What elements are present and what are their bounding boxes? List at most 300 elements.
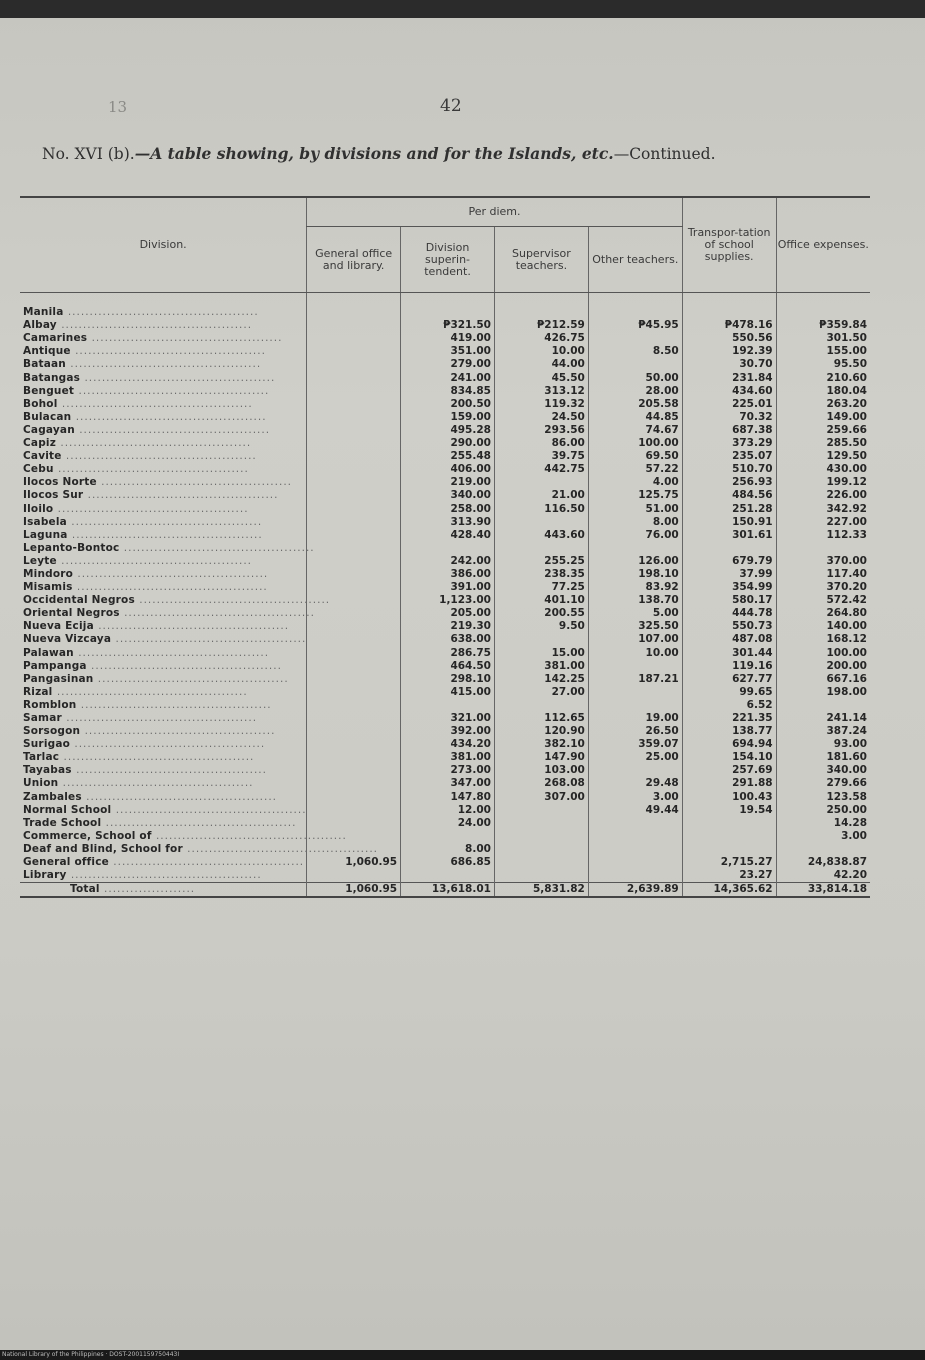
value-cell [588, 856, 682, 869]
value-cell [307, 581, 401, 594]
value-cell [494, 869, 588, 883]
value-cell: 321.00 [401, 712, 495, 725]
value-cell: 205.00 [401, 607, 495, 620]
value-cell: 198.00 [776, 686, 870, 699]
value-cell: 57.22 [588, 463, 682, 476]
value-cell [307, 804, 401, 817]
table-row [20, 372, 870, 385]
value-cell [494, 476, 588, 489]
value-cell: 8.00 [588, 516, 682, 529]
value-cell [494, 516, 588, 529]
value-cell: 231.84 [682, 372, 776, 385]
value-cell: 210.60 [776, 372, 870, 385]
table-row [20, 542, 870, 555]
value-cell [307, 633, 401, 646]
total-cell: 1,060.95 [307, 883, 401, 898]
value-cell: 259.66 [776, 424, 870, 437]
value-cell: 251.28 [682, 503, 776, 516]
division-name: Cebu ............................................ [23, 463, 249, 476]
total-cell: 2,639.89 [588, 883, 682, 898]
division-name: Normal School ............................................ [23, 803, 307, 816]
value-cell: 138.70 [588, 594, 682, 607]
table-row [20, 764, 870, 777]
value-cell: ₱478.16 [682, 319, 776, 332]
value-cell: 256.93 [682, 476, 776, 489]
value-cell: 23.27 [682, 869, 776, 883]
value-cell: 627.77 [682, 673, 776, 686]
value-cell: 142.25 [494, 673, 588, 686]
division-name: Sorsogon ............................................ [23, 725, 276, 738]
value-cell: 550.73 [682, 620, 776, 633]
value-cell [307, 869, 401, 883]
value-cell: 117.40 [776, 568, 870, 581]
value-cell: 9.50 [494, 620, 588, 633]
value-cell: 340.00 [401, 489, 495, 502]
value-cell [307, 725, 401, 738]
value-cell: 686.85 [401, 856, 495, 869]
value-cell: 74.67 [588, 424, 682, 437]
total-cell: 33,814.18 [776, 883, 870, 898]
value-cell: 200.00 [776, 660, 870, 673]
value-cell: 401.10 [494, 594, 588, 607]
value-cell: 487.08 [682, 633, 776, 646]
value-cell [307, 345, 401, 358]
value-cell: 1,060.95 [307, 856, 401, 869]
value-cell [307, 542, 401, 555]
value-cell: 30.70 [682, 358, 776, 371]
table-row [20, 777, 870, 790]
value-cell: 150.91 [682, 516, 776, 529]
value-cell [307, 332, 401, 345]
value-cell: 86.00 [494, 437, 588, 450]
table-row [20, 411, 870, 424]
value-cell: 49.44 [588, 804, 682, 817]
value-cell: 129.50 [776, 450, 870, 463]
table-row [20, 712, 870, 725]
division-name: Samar ............................................ [23, 712, 258, 724]
table-row [20, 568, 870, 581]
value-cell: 241.00 [401, 372, 495, 385]
value-cell: 149.00 [776, 411, 870, 424]
value-cell: 434.60 [682, 385, 776, 398]
value-cell: 381.00 [401, 751, 495, 764]
value-cell [588, 699, 682, 712]
value-cell [588, 660, 682, 673]
value-cell: 225.01 [682, 398, 776, 411]
total-cell: 13,618.01 [401, 883, 495, 898]
table-row [20, 594, 870, 607]
value-cell: 258.00 [401, 503, 495, 516]
value-cell: 250.00 [776, 804, 870, 817]
value-cell: 301.44 [682, 647, 776, 660]
division-name: Pangasinan ............................................ [23, 672, 289, 685]
value-cell [307, 516, 401, 529]
division-name: Zambales ............................................ [23, 790, 278, 803]
division-name: Oriental Negros ............................................ [23, 607, 315, 620]
value-cell [682, 830, 776, 843]
value-cell [307, 555, 401, 568]
value-cell: 24,838.87 [776, 856, 870, 869]
table-row [20, 503, 870, 516]
value-cell [494, 633, 588, 646]
value-cell [494, 843, 588, 856]
value-cell: 119.32 [494, 398, 588, 411]
value-cell: 29.48 [588, 777, 682, 790]
value-cell [307, 817, 401, 830]
value-cell: 370.20 [776, 581, 870, 594]
value-cell: 325.50 [588, 620, 682, 633]
division-name: Bulacan ............................................ [23, 410, 267, 423]
value-cell [588, 830, 682, 843]
value-cell [776, 843, 870, 856]
value-cell [307, 673, 401, 686]
value-cell: 419.00 [401, 332, 495, 345]
value-cell [307, 660, 401, 673]
value-cell: 373.29 [682, 437, 776, 450]
value-cell: 301.50 [776, 332, 870, 345]
division-name: Surigao ............................................ [23, 738, 266, 751]
table-row [20, 345, 870, 358]
header-division: Division. [20, 197, 307, 293]
division-name: Leyte ............................................ [23, 554, 253, 567]
scan-top-border [0, 0, 925, 18]
value-cell: 286.75 [401, 647, 495, 660]
value-cell: 495.28 [401, 424, 495, 437]
value-cell: 198.10 [588, 568, 682, 581]
header-transportation: Transpor-tation of school supplies. [682, 197, 776, 293]
division-name: Manila ............................................ [23, 306, 259, 319]
value-cell: 242.00 [401, 555, 495, 568]
value-cell [307, 764, 401, 777]
table-row [20, 332, 870, 345]
division-name: Nueva Vizcaya ............................................ [23, 633, 307, 646]
value-cell: 667.16 [776, 673, 870, 686]
value-cell: 406.00 [401, 463, 495, 476]
value-cell: 19.00 [588, 712, 682, 725]
value-cell: 51.00 [588, 503, 682, 516]
division-name: Pampanga ............................................ [23, 659, 282, 672]
table-row [20, 830, 870, 843]
value-cell: 2,715.27 [682, 856, 776, 869]
value-cell: 70.32 [682, 411, 776, 424]
value-cell: 147.90 [494, 751, 588, 764]
value-cell: 95.50 [776, 358, 870, 371]
value-cell [588, 764, 682, 777]
value-cell: 694.94 [682, 738, 776, 751]
value-cell: 351.00 [401, 345, 495, 358]
value-cell [307, 529, 401, 542]
total-row [20, 883, 870, 898]
value-cell [307, 568, 401, 581]
value-cell: 428.40 [401, 529, 495, 542]
value-cell [588, 306, 682, 319]
value-cell: 28.00 [588, 385, 682, 398]
value-cell [682, 542, 776, 555]
value-cell: 103.00 [494, 764, 588, 777]
value-cell: 279.00 [401, 358, 495, 371]
value-cell: 434.20 [401, 738, 495, 751]
value-cell: 19.54 [682, 804, 776, 817]
table-row [20, 489, 870, 502]
table-row [20, 398, 870, 411]
value-cell: 268.08 [494, 777, 588, 790]
value-cell [776, 306, 870, 319]
division-name: Isabela ............................................ [23, 515, 263, 528]
total-cell: 5,831.82 [494, 883, 588, 898]
value-cell: 392.00 [401, 725, 495, 738]
value-cell [682, 817, 776, 830]
table-row [20, 555, 870, 568]
value-cell: 285.50 [776, 437, 870, 450]
table-row [20, 581, 870, 594]
value-cell: 219.00 [401, 476, 495, 489]
value-cell: 572.42 [776, 594, 870, 607]
value-cell: 257.69 [682, 764, 776, 777]
value-cell [588, 843, 682, 856]
division-name: Cavite ............................................ [23, 450, 257, 463]
value-cell: 313.90 [401, 516, 495, 529]
title-prefix: No. XVI (b). [42, 145, 135, 163]
table-row [20, 817, 870, 830]
value-cell: 44.00 [494, 358, 588, 371]
division-name: Cagayan ............................................ [23, 423, 271, 436]
value-cell: 290.00 [401, 437, 495, 450]
header-other-teachers: Other teachers. [588, 227, 682, 293]
value-cell: 100.00 [776, 647, 870, 660]
value-cell: 187.21 [588, 673, 682, 686]
footer-credit: National Library of the Philippines · DOST-2001159750443I [2, 1351, 180, 1358]
division-name: Albay ............................................ [23, 319, 253, 332]
value-cell [588, 686, 682, 699]
value-cell [776, 699, 870, 712]
table-row [20, 647, 870, 660]
value-cell: 510.70 [682, 463, 776, 476]
division-name: Antique ............................................ [23, 345, 266, 358]
value-cell: 180.04 [776, 385, 870, 398]
value-cell: 273.00 [401, 764, 495, 777]
value-cell: 200.50 [401, 398, 495, 411]
value-cell: 221.35 [682, 712, 776, 725]
value-cell [307, 620, 401, 633]
value-cell: 227.00 [776, 516, 870, 529]
value-cell [588, 358, 682, 371]
value-cell: 255.48 [401, 450, 495, 463]
value-cell: 291.88 [682, 777, 776, 790]
value-cell: ₱321.50 [401, 319, 495, 332]
value-cell: 14.28 [776, 817, 870, 830]
division-name: General office ............................................ [23, 856, 305, 869]
value-cell: 386.00 [401, 568, 495, 581]
value-cell: 24.50 [494, 411, 588, 424]
value-cell: 347.00 [401, 777, 495, 790]
value-cell: 442.75 [494, 463, 588, 476]
division-name: Palawan ............................................ [23, 646, 270, 659]
value-cell: 116.50 [494, 503, 588, 516]
value-cell: 159.00 [401, 411, 495, 424]
value-cell: 307.00 [494, 791, 588, 804]
table-row [20, 424, 870, 437]
value-cell: 99.65 [682, 686, 776, 699]
value-cell: 3.00 [776, 830, 870, 843]
value-cell [401, 830, 495, 843]
value-cell: 3.00 [588, 791, 682, 804]
value-cell [307, 777, 401, 790]
value-cell: 154.10 [682, 751, 776, 764]
table-row [20, 476, 870, 489]
value-cell: 301.61 [682, 529, 776, 542]
value-cell: 387.24 [776, 725, 870, 738]
value-cell: 192.39 [682, 345, 776, 358]
value-cell: 8.50 [588, 345, 682, 358]
value-cell: 50.00 [588, 372, 682, 385]
division-name: Laguna ............................................ [23, 528, 263, 541]
value-cell [307, 791, 401, 804]
value-cell: 45.50 [494, 372, 588, 385]
page-number: 42 [440, 96, 462, 116]
value-cell [307, 489, 401, 502]
value-cell: 235.07 [682, 450, 776, 463]
value-cell: 4.00 [588, 476, 682, 489]
value-cell [307, 358, 401, 371]
value-cell: 119.16 [682, 660, 776, 673]
value-cell [494, 542, 588, 555]
division-name: Misamis ............................................ [23, 581, 268, 594]
value-cell: 444.78 [682, 607, 776, 620]
division-name: Rizal ............................................ [23, 685, 248, 698]
value-cell: 21.00 [494, 489, 588, 502]
value-cell [307, 306, 401, 319]
header-per-diem: Per diem. [307, 197, 682, 227]
division-name: Library ............................................ [23, 869, 262, 882]
value-cell [776, 542, 870, 555]
header-office-expenses: Office expenses. [776, 197, 870, 293]
value-cell: 100.43 [682, 791, 776, 804]
value-cell: 430.00 [776, 463, 870, 476]
division-name: Ilocos Norte ............................................ [23, 476, 292, 489]
value-cell [494, 804, 588, 817]
value-cell: 415.00 [401, 686, 495, 699]
value-cell: 293.56 [494, 424, 588, 437]
value-cell: 313.12 [494, 385, 588, 398]
value-cell: 120.90 [494, 725, 588, 738]
table-row [20, 738, 870, 751]
table-row [20, 843, 870, 856]
value-cell: 391.00 [401, 581, 495, 594]
value-cell [307, 712, 401, 725]
value-cell: 147.80 [401, 791, 495, 804]
header-supervisor-teachers: Supervisor teachers. [494, 227, 588, 293]
value-cell: 550.56 [682, 332, 776, 345]
value-cell: 77.25 [494, 581, 588, 594]
value-cell: 6.52 [682, 699, 776, 712]
division-name: Tarlac ............................................ [23, 751, 255, 764]
value-cell: 226.00 [776, 489, 870, 502]
value-cell: 359.07 [588, 738, 682, 751]
value-cell [307, 463, 401, 476]
division-name: Capiz ............................................ [23, 437, 252, 450]
value-cell: 219.30 [401, 620, 495, 633]
division-name: Bohol ............................................ [23, 397, 253, 410]
value-cell: 107.00 [588, 633, 682, 646]
table-row [20, 791, 870, 804]
value-cell [588, 817, 682, 830]
value-cell: 342.92 [776, 503, 870, 516]
value-cell: 10.00 [588, 647, 682, 660]
value-cell: 298.10 [401, 673, 495, 686]
division-name: Union ............................................ [23, 777, 254, 790]
value-cell [588, 542, 682, 555]
division-name: Trade School ............................................ [23, 816, 297, 829]
table-title [42, 144, 882, 163]
value-cell: 263.20 [776, 398, 870, 411]
value-cell [307, 398, 401, 411]
value-cell: 37.99 [682, 568, 776, 581]
value-cell: ₱45.95 [588, 319, 682, 332]
value-cell [307, 372, 401, 385]
value-cell: 464.50 [401, 660, 495, 673]
value-cell: 638.00 [401, 633, 495, 646]
value-cell [588, 869, 682, 883]
value-cell: 83.92 [588, 581, 682, 594]
value-cell: 126.00 [588, 555, 682, 568]
value-cell: 354.99 [682, 581, 776, 594]
value-cell [307, 607, 401, 620]
value-cell: 370.00 [776, 555, 870, 568]
division-name: Iloilo ............................................ [23, 502, 249, 515]
value-cell: 123.58 [776, 791, 870, 804]
table-row [20, 306, 870, 319]
title-suffix: —Continued. [613, 145, 716, 163]
value-cell [307, 424, 401, 437]
table-row [20, 463, 870, 476]
value-cell [307, 437, 401, 450]
value-cell: 340.00 [776, 764, 870, 777]
value-cell: 25.00 [588, 751, 682, 764]
value-cell: 138.77 [682, 725, 776, 738]
table-row [20, 607, 870, 620]
table-row [20, 699, 870, 712]
table-body [20, 306, 870, 883]
value-cell [494, 699, 588, 712]
table-row [20, 385, 870, 398]
value-cell [494, 830, 588, 843]
value-cell [401, 542, 495, 555]
value-cell: 76.00 [588, 529, 682, 542]
table-row [20, 529, 870, 542]
value-cell: 42.20 [776, 869, 870, 883]
table-row [20, 319, 870, 332]
value-cell [307, 503, 401, 516]
value-cell: 100.00 [588, 437, 682, 450]
data-table [20, 196, 870, 898]
value-cell: 181.60 [776, 751, 870, 764]
value-cell [307, 738, 401, 751]
value-cell [307, 699, 401, 712]
value-cell: 69.50 [588, 450, 682, 463]
value-cell: 200.55 [494, 607, 588, 620]
value-cell: 241.14 [776, 712, 870, 725]
division-name: Bataan ............................................ [23, 358, 262, 371]
value-cell: 168.12 [776, 633, 870, 646]
value-cell [494, 817, 588, 830]
total-label: Total ..................... [20, 883, 307, 898]
value-cell: 10.00 [494, 345, 588, 358]
value-cell [682, 306, 776, 319]
division-name: Tayabas ............................................ [23, 764, 267, 777]
value-cell: 125.75 [588, 489, 682, 502]
table-row [20, 660, 870, 673]
value-cell: 381.00 [494, 660, 588, 673]
